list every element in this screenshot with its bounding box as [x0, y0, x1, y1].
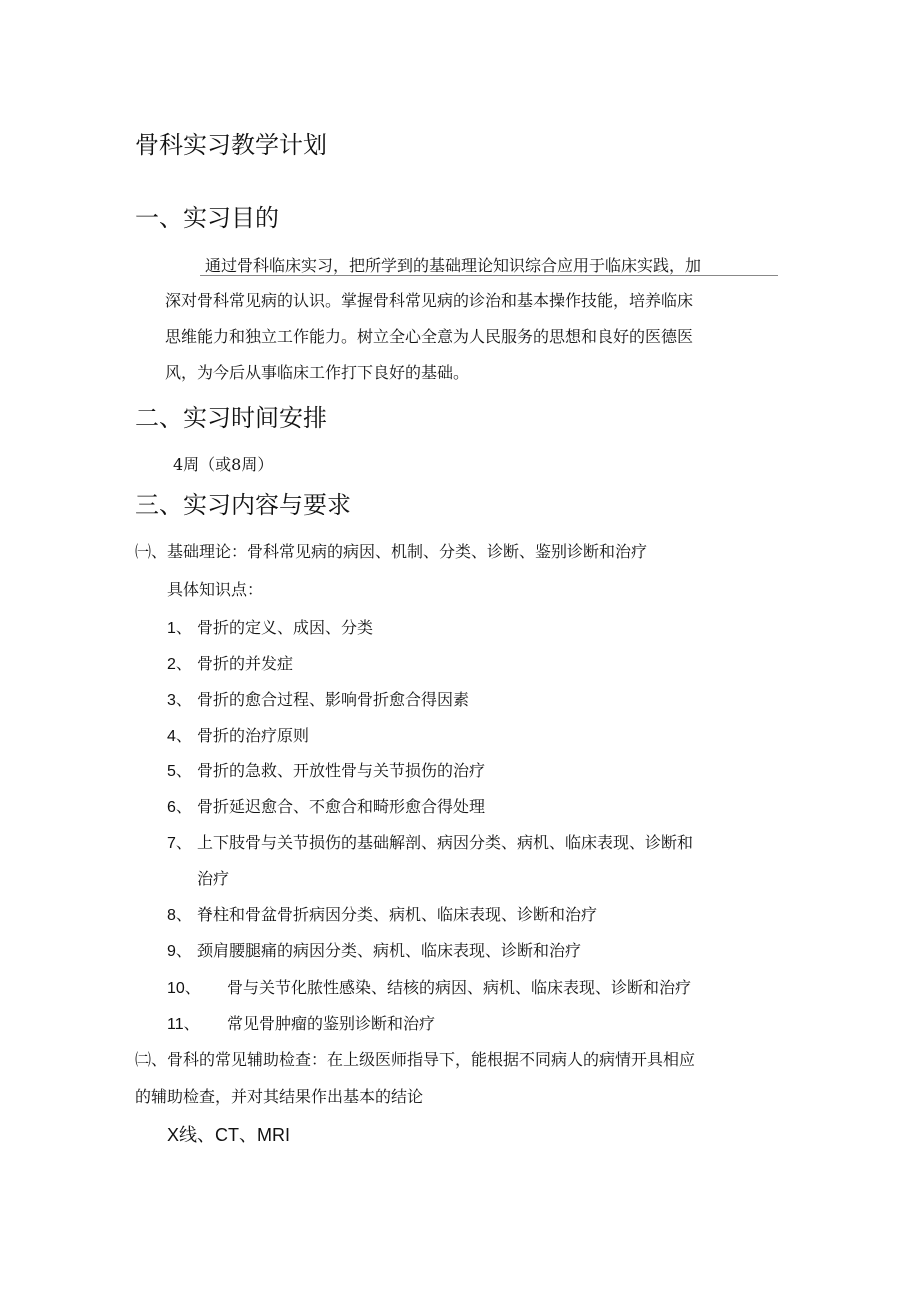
list-item: 11、 常见骨肿瘤的鉴别诊断和治疗	[167, 1014, 436, 1033]
underline-divider	[200, 275, 778, 276]
paragraph-line: 深对骨科常见病的认识。掌握骨科常见病的诊治和基本操作技能，培养临床	[165, 291, 694, 310]
list-item: 9、 颈肩腰腿痛的病因分类、病机、临床表现、诊断和治疗	[167, 941, 582, 960]
section-heading: 三、实习内容与要求	[135, 491, 351, 519]
list-item: 1、 骨折的定义、成因、分类	[167, 618, 374, 637]
paragraph-line: 通过骨科临床实习，把所学到的基础理论知识综合应用于临床实践，加	[205, 256, 702, 275]
subsection-heading: ㈡、骨科的常见辅助检查：在上级医师指导下，能根据不同病人的病情开具相应	[135, 1050, 696, 1069]
imaging-list: X线、CT、MRI	[167, 1125, 290, 1145]
list-item: 3、 骨折的愈合过程、影响骨折愈合得因素	[167, 690, 470, 709]
section-heading: 二、实习时间安排	[135, 404, 327, 432]
section-heading: 一、实习目的	[135, 204, 279, 232]
list-item-continuation: 治疗	[197, 869, 230, 888]
document-title: 骨科实习教学计划	[135, 131, 327, 159]
list-item: 7、 上下肢骨与关节损伤的基础解剖、病因分类、病机、临床表现、诊断和	[167, 833, 694, 852]
paragraph-line: 思维能力和独立工作能力。树立全心全意为人民服务的思想和良好的医德医	[165, 327, 694, 346]
list-item: 4、 骨折的治疗原则	[167, 726, 310, 745]
list-item: 8、 脊柱和骨盆骨折病因分类、病机、临床表现、诊断和治疗	[167, 905, 598, 924]
paragraph-line: 风，为今后从事临床工作打下良好的基础。	[165, 363, 470, 382]
subsection-heading: ㈠、基础理论：骨科常见病的病因、机制、分类、诊断、鉴别诊断和治疗	[135, 542, 648, 561]
duration-text: 4周（或8周）	[173, 455, 274, 474]
subheading: 具体知识点：	[167, 580, 264, 599]
list-item: 6、 骨折延迟愈合、不愈合和畸形愈合得处理	[167, 797, 486, 816]
list-item: 2、 骨折的并发症	[167, 654, 294, 673]
list-item: 5、 骨折的急救、开放性骨与关节损伤的治疗	[167, 761, 486, 780]
list-item: 10、 骨与关节化脓性感染、结核的病因、病机、临床表现、诊断和治疗	[167, 978, 692, 997]
subsection-heading-continuation: 的辅助检查，并对其结果作出基本的结论	[135, 1087, 424, 1106]
